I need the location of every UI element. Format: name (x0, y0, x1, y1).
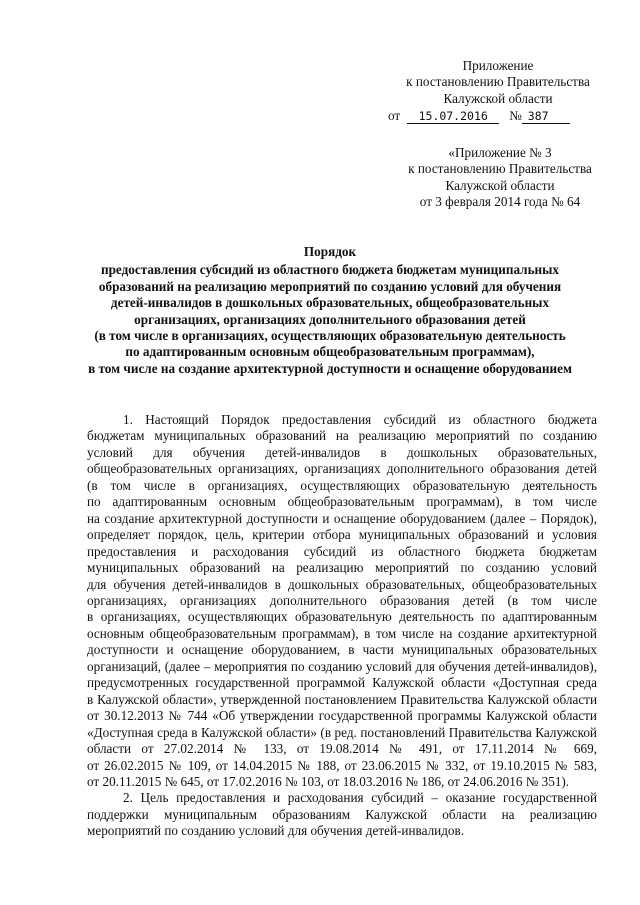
document-title (40, 244, 620, 377)
body-line: условий для обучения детей-инвалидов в дошкольных образовательных, (87, 444, 597, 460)
appendix-decree-line: к постановлению Правительства (406, 74, 590, 90)
body-line: доступности и оснащение оборудованием, в части муниципальных образовательных (87, 642, 597, 658)
title-line: организациях, организациях дополнительного образования детей (134, 311, 526, 327)
previous-appendix-date-line: от 3 февраля 2014 года № 64 (419, 193, 581, 209)
title-heading: Порядок (303, 244, 357, 259)
body-line: по адаптированным основным общеобразовательным программам), в том числе (87, 494, 597, 510)
body-line: от 30.12.2013 № 744 «Об утверждении государственной программы Калужской области (87, 708, 597, 724)
previous-appendix-decree-line: к постановлению Правительства (408, 161, 592, 177)
body-line: для обучения детей-инвалидов в дошкольных образовательных, общеобразовательных (87, 576, 597, 592)
paragraph-1 (87, 412, 597, 790)
document-body (87, 412, 597, 840)
title-line: детей-инвалидов в дошкольных образовательных, общеобразовательных (110, 295, 550, 311)
body-line: в организациях, осуществляющих образовательную деятельность по адаптированным (87, 609, 597, 625)
body-line: организаций, (далее – мероприятия по созданию условий для обучения детей-инвалидов), (87, 658, 597, 674)
title-line: по адаптированным основным общеобразовательным программам), (125, 344, 535, 360)
body-line: 2. Цель предоставления и расходования субсидий – оказание государственной (123, 790, 597, 806)
appendix-label: Приложение (462, 58, 534, 73)
title-line: (в том числе в организациях, осуществляющих образовательную деятельность (94, 328, 566, 344)
body-line: определяет порядок, цель, критерии отбора муниципальных образований и условия (87, 527, 597, 543)
body-line: предоставления и расходования субсидий из областного бюджета бюджетам (87, 543, 597, 559)
from-label: от (388, 107, 401, 123)
body-line: в Калужской области», утвержденной постановлением Правительства Калужской области (87, 691, 597, 707)
body-line: области от 27.02.2014 № 133, от 19.08.2014 № 491, от 17.11.2014 № 669, (87, 741, 597, 757)
body-line: 1. Настоящий Порядок предоставления субсидий из областного бюджета (123, 412, 597, 427)
body-line: общеобразовательных организациях, организациях дополнительного образования детей (87, 461, 597, 477)
body-line: поддержки муниципальным образованиям Калужской области на реализацию (87, 806, 597, 822)
previous-appendix-label: «Приложение № 3 (448, 145, 552, 160)
body-line: основным общеобразовательным программам), в том числе на создание архитектурной (87, 625, 597, 641)
appendix-date-number (388, 108, 608, 124)
decree-number: 387 (522, 109, 570, 124)
number-label: № (509, 107, 522, 123)
previous-appendix-region-line: Калужской области (445, 177, 555, 193)
body-line: от 20.11.2015 № 645, от 17.02.2016 № 103, от 18.03.2016 № 186, от 24.06.2016 № 351). (87, 773, 570, 789)
body-line: муниципальных образований на реализацию мероприятий по созданию условий (87, 560, 597, 576)
paragraph-2 (87, 790, 597, 839)
body-line: «Доступная среда в Калужской области» (в ред. постановлений Правительства Калужской (87, 724, 597, 740)
previous-appendix-header (400, 145, 600, 210)
title-line: образований на реализацию мероприятий по созданию условий для обучения (98, 278, 562, 294)
decree-date: 15.07.2016 (407, 109, 499, 124)
title-line: в том числе на создание архитектурной доступности и оснащение оборудованием (88, 360, 572, 376)
body-line: мероприятий по созданию условий для обучения детей-инвалидов. (87, 823, 465, 839)
body-line: организациях, организациях дополнительного образования детей (в том числе (87, 592, 597, 608)
body-line: от 26.02.2015 № 109, от 14.04.2015 № 188, от 23.06.2015 № 332, от 19.10.2015 № 583, (87, 757, 597, 773)
appendix-header (388, 58, 608, 124)
body-line: предусмотренных государственной программой Калужской области «Доступная среда (87, 675, 597, 691)
body-line: на создание архитектурной доступности и оснащение оборудованием (далее – Порядок), (87, 510, 597, 526)
title-line: предоставления субсидий из областного бюджета бюджетам муниципальных (100, 262, 560, 278)
body-line: бюджетам муниципальных образований на реализацию мероприятий по созданию (87, 428, 597, 444)
body-line: (в том числе в организациях, осуществляющих образовательную деятельность (87, 477, 597, 493)
appendix-region-line: Калужской области (443, 90, 553, 106)
